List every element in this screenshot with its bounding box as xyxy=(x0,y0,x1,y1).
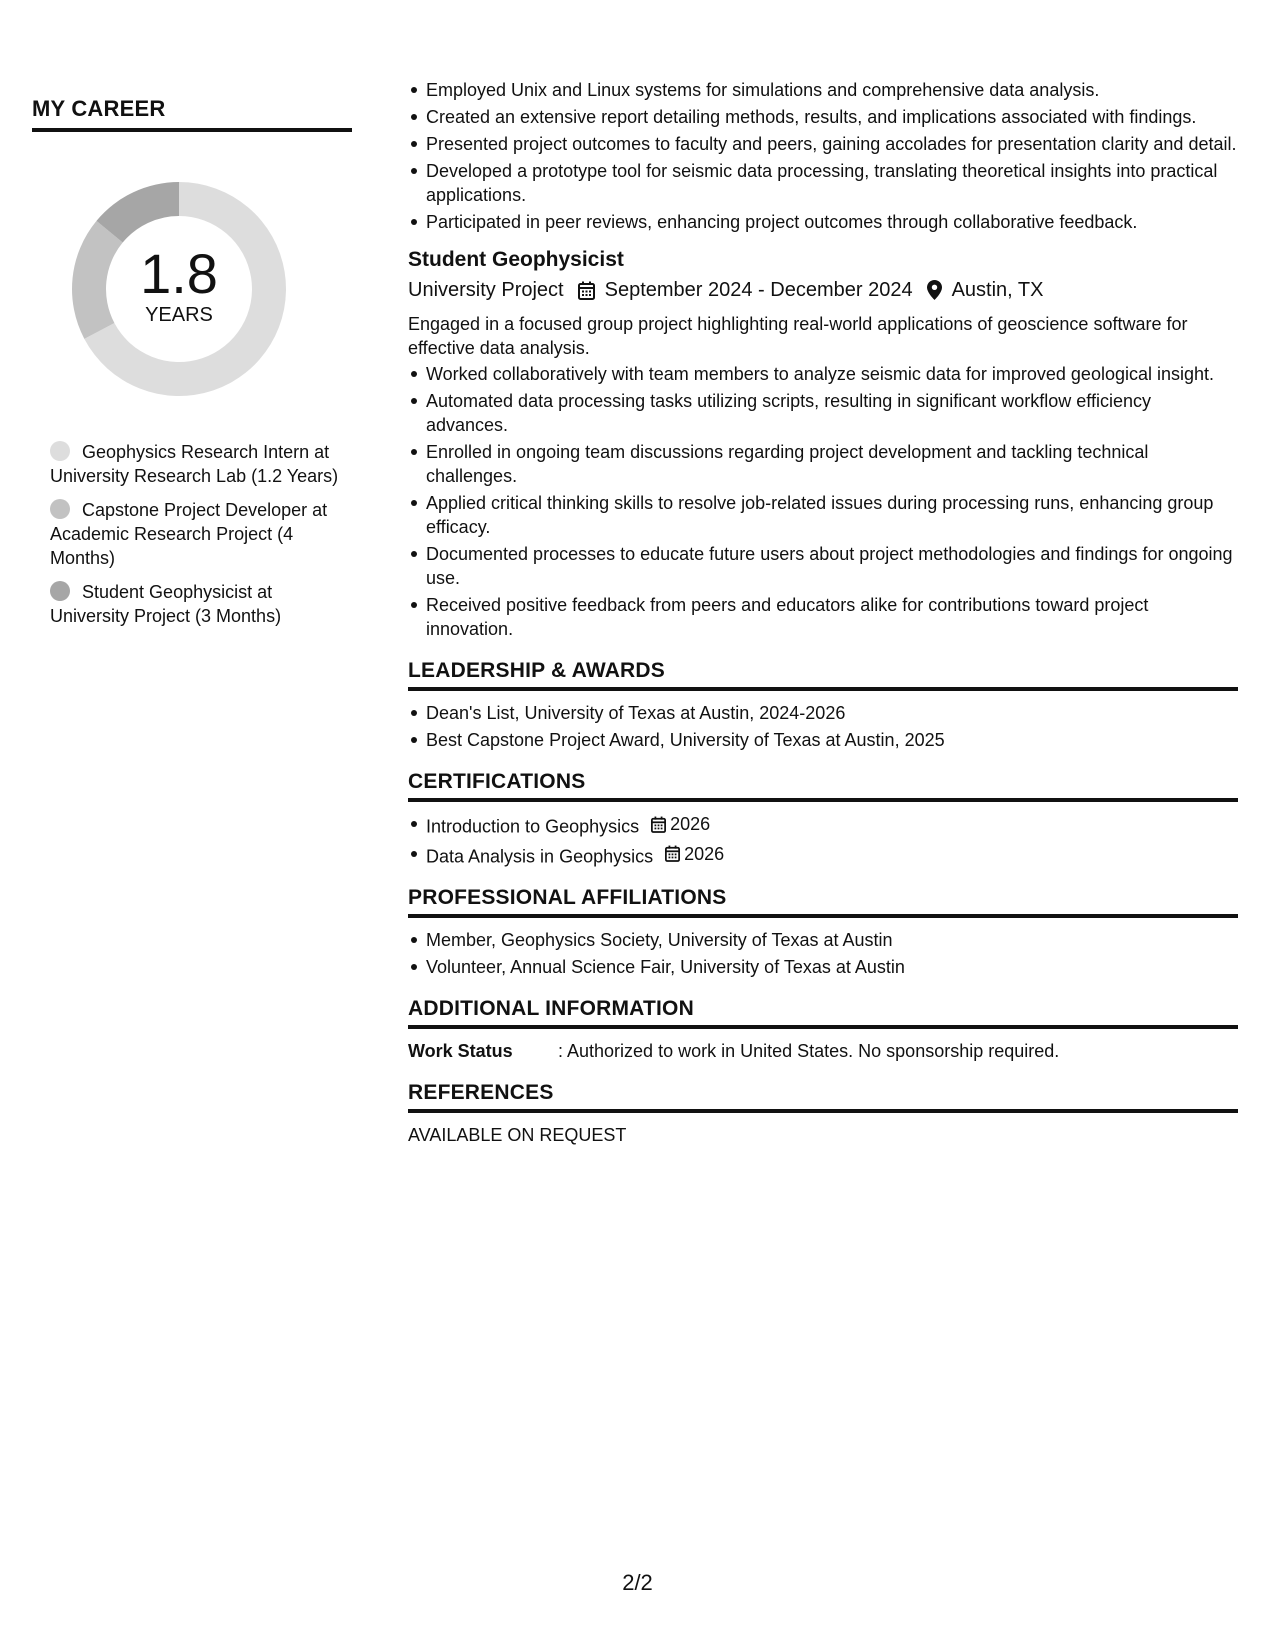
references-text: AVAILABLE ON REQUEST xyxy=(408,1125,627,1145)
list-item: Dean's List, University of Texas at Austin, 2024-2026 xyxy=(426,701,1238,725)
certification-year xyxy=(665,842,724,866)
total-years-unit: YEARS xyxy=(145,303,213,326)
certifications-list xyxy=(408,812,1238,868)
career-sidebar xyxy=(32,96,352,638)
legend-item xyxy=(50,440,340,488)
legend-label: Student Geophysicist at University Project (3 Months) xyxy=(50,582,282,626)
certification-year-text: 2026 xyxy=(670,814,711,834)
list-item: Participated in peer reviews, enhancing project outcomes through collaborative feedback. xyxy=(426,210,1238,234)
legend-item xyxy=(50,580,340,628)
list-item: Applied critical thinking skills to resolve job-related issues during processing runs, enhancing group efficacy. xyxy=(426,491,1238,539)
certification-year-text: 2026 xyxy=(684,843,725,864)
legend-dot xyxy=(50,581,70,601)
career-donut-chart xyxy=(66,176,292,402)
legend-item xyxy=(50,498,340,570)
page-number: 2/2 xyxy=(622,1570,653,1595)
affiliations-list xyxy=(408,928,1238,979)
job-meta xyxy=(408,276,1238,304)
job-title: Student Geophysicist xyxy=(408,248,624,271)
list-item: Received positive feedback from peers and educators alike for contributions toward project innovation. xyxy=(426,593,1238,641)
work-status-row xyxy=(408,1039,1238,1063)
list-item: Employed Unix and Linux systems for simulations and comprehensive data analysis. xyxy=(426,78,1238,102)
list-item: Created an extensive report detailing methods, results, and implications associated with findings. xyxy=(426,105,1238,129)
list-item xyxy=(426,812,1238,839)
calendar-icon xyxy=(665,845,680,862)
list-item: Presented project outcomes to faculty and peers, gaining accolades for presentation clarity and detail. xyxy=(426,134,1237,154)
resume-main-column xyxy=(408,78,1238,1147)
legend-dot xyxy=(50,441,70,461)
list-item: Worked collaboratively with team members to analyze seismic data for improved geological insight. xyxy=(426,362,1238,386)
list-item: Best Capstone Project Award, University of Texas at Austin, 2025 xyxy=(426,728,1238,752)
certification-name: Data Analysis in Geophysics xyxy=(426,846,654,866)
list-item: Automated data processing tasks utilizing scripts, resulting in significant workflow efficiency advances. xyxy=(426,389,1238,437)
calendar-icon xyxy=(578,281,595,300)
calendar-icon xyxy=(651,816,666,833)
job-description: Engaged in a focused group project highlighting real-world applications of geoscience software for effective data analysis. xyxy=(408,314,1188,358)
list-item: Enrolled in ongoing team discussions regarding project development and tackling technical challenges. xyxy=(426,440,1238,488)
job-dates: September 2024 - December 2024 xyxy=(604,279,913,301)
donut-center xyxy=(66,176,292,402)
work-status-value: : Authorized to work in United States. No sponsorship required. xyxy=(558,1041,1060,1061)
affiliations-heading: PROFESSIONAL AFFILIATIONS xyxy=(408,886,1238,918)
legend-label: Geophysics Research Intern at University Research Lab (1.2 Years) xyxy=(50,442,339,486)
list-item: Member, Geophysics Society, University of Texas at Austin xyxy=(426,928,1238,952)
total-years-value: 1.8 xyxy=(140,241,218,305)
legend-label: Capstone Project Developer at Academic Research Project (4 Months) xyxy=(50,500,328,568)
leadership-list xyxy=(408,701,1238,752)
list-item: Volunteer, Annual Science Fair, University of Texas at Austin xyxy=(426,955,1238,979)
certifications-heading: CERTIFICATIONS xyxy=(408,770,1238,802)
certification-year xyxy=(651,812,710,836)
list-item: Documented processes to educate future users about project methodologies and findings for ongoing use. xyxy=(426,542,1238,590)
references-heading: REFERENCES xyxy=(408,1081,1238,1113)
list-item: Developed a prototype tool for seismic data processing, translating theoretical insights into practical applications. xyxy=(426,159,1238,207)
job-bullets xyxy=(408,362,1238,641)
additional-info-heading: ADDITIONAL INFORMATION xyxy=(408,997,1238,1029)
previous-job-bullets xyxy=(408,78,1238,234)
leadership-heading: LEADERSHIP & AWARDS xyxy=(408,659,1238,691)
location-pin-icon xyxy=(927,280,942,300)
career-title: MY CAREER xyxy=(32,96,352,132)
job-location: Austin, TX xyxy=(951,279,1044,301)
job-employer: University Project xyxy=(408,279,564,301)
legend-dot xyxy=(50,499,70,519)
list-item xyxy=(426,842,1238,869)
certification-name: Introduction to Geophysics xyxy=(426,816,640,837)
career-legend xyxy=(50,440,340,628)
work-status-label: Work Status xyxy=(408,1041,513,1061)
